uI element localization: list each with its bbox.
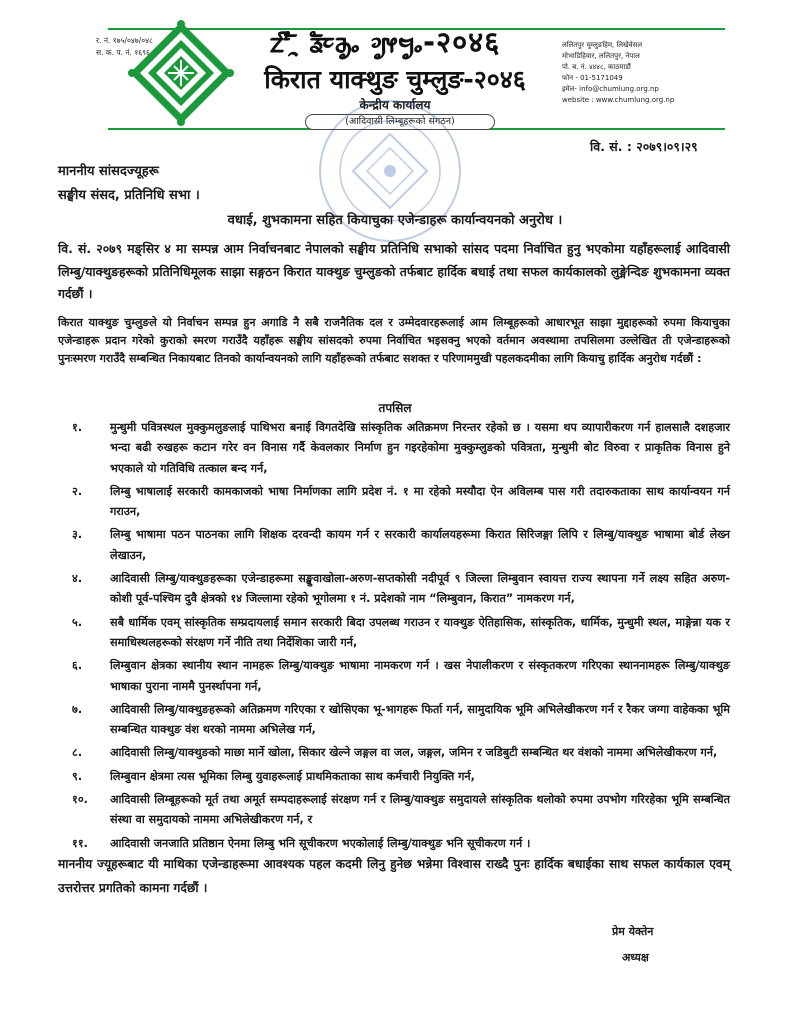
list-item (58, 834, 730, 854)
list-item (58, 418, 730, 479)
agenda-list (58, 418, 730, 854)
list-item (58, 790, 730, 831)
letter-date: वि. सं. : २०७९।०९।२९ (590, 139, 698, 154)
item-number: १०. (72, 793, 88, 807)
item-text: लिम्बुवान क्षेत्रमा त्यस भूमिका लिम्बु युवाहरूलाई प्राथमिकताका साथ कर्मचारी नियुक्ति गर्न, (110, 769, 475, 783)
item-number: ७. (72, 702, 83, 716)
pan-number: स. क. प. नं. १६९६ (96, 48, 150, 57)
recipient-line: माननीय सांसदज्यूहरू (58, 164, 159, 179)
schedule-heading: तपसिल (378, 401, 412, 415)
item-number: ११. (72, 836, 88, 850)
item-number: ६. (72, 659, 83, 673)
item-text: लिम्बु भाषालाई सरकारी कामकाजको भाषा निर्माणका लागि प्रदेश नं. १ मा रहेको मस्यौदा ऐन अविलम्ब पास गरी तदारुकताका साथ कार्यान्वयन गर्न गराउन, (110, 484, 730, 519)
item-number: ४. (72, 572, 83, 586)
item-text: लिम्बुवान क्षेत्रका स्थानीय स्थान नामहरू लिम्बु/याक्थुङ भाषामा नामकरण गर्न । खस नेपालीकरण र संस्कृतकरण गरिएका स्थाननामहरू लिम्बु/याक्थुङ भाषाका पुराना नाममै पुनर्स्थापना गर्न, (110, 659, 730, 693)
website[interactable]: website : www.chumlung.org.np (562, 96, 675, 104)
item-text: मुन्धुमी पवित्रस्थल मुक्कुमलुङलाई पाथिभरा बनाई विगतदेखि सांस्कृतिक अतिक्रमण निरन्तर रहेको छ । यसमा थप व्यापारीकरण गर्न हालसालै दशहजार भन्दा बढी रुखहरू कटान गरेर वन विनास गर्दै केवलकार निर्माण हुन गइरहेकोमा मुक्कुम्लुङको पवित्रता, मुन्धुमी बोट विरुवा र प्राकृतिक विनास हुने भएकाले यो गतिविधि तत्काल बन्द गर्न, (110, 421, 730, 475)
address-line: ललितपुर चुम्लुङहिम, लिखेवेसल (562, 41, 643, 49)
list-item (58, 656, 730, 697)
item-text: आदिवासी लिम्बु/याक्थुङको माछा मार्ने खोला, सिकार खेल्ने जङ्गल वा जल, जङ्गल, जमिन र जडिबुटी सम्बन्धित थर वंशको नाममा अभिलेखीकरण गर्न, (110, 746, 718, 760)
organization-name: किरात याक्थुङ चुम्लुङ-२०४६ (264, 65, 526, 94)
item-number: ५. (72, 615, 83, 629)
recipient-line: सङ्घीय संसद, प्रतिनिधि सभा । (58, 188, 200, 203)
item-text: आदिवासी लिम्बूहरूको मूर्त तथा अमूर्त सम्पदाहरूलाई संरक्षण गर्न र लिम्बु/याक्थुङ समुदायले सांस्कृतिक थलोको रुपमा उपभोग गरिरहेका भूमि सम्बन्धित संस्था वा समुदायको नाममा अभिलेखीकरण गर्न, र (110, 793, 730, 827)
item-text: आदिवासी लिम्बु/याक्थुङहरूको अतिक्रमण गरिएका र खोसिएका भू-भागहरू फिर्ता गर्न, सामुदायिक भूमि अभिलेखीकरण गर्न र रैकर जग्गा वाहेकका भूमि सम्बन्धित याक्थुङ वंश थरको नाममा अभिलेख गर्न, (110, 702, 730, 737)
email[interactable]: इमेल- info@chumlung.org.np (562, 85, 659, 93)
organization-subtitle: (आदिवासी लिम्बूहरूको संगठन) (305, 114, 495, 130)
letter-subject: वधाई, शुभकामना सहित कियाचुका एजेन्डाहरू कार्यान्वयनको अनुरोध । (227, 213, 563, 228)
item-text: आदिवासी जनजाति प्रतिष्ठान ऐनमा लिम्बु भनि सूचीकरण भएकोलाई लिम्बु/याक्थुङ भनि सूचीकरण गर्न । (110, 836, 531, 850)
office-name: केन्द्रीय कार्यालय (359, 98, 431, 112)
request-paragraph: किरात याक्थुङ चुम्लुङले यो निर्वाचन सम्पन्न हुन अगाडि नै सबै राजनैतिक दल र उम्मेदवारहरूलाई आम लिम्बूहरूको आधारभूत साझा मुद्दाहरूको रुपमा कियाचुका एजेन्डाहरू प्रदान गरेको कुराको स्मरण गराउँदै यहाँहरू सङ्घीय सांसदको रुपमा निर्वाचित भइसक्नु भएको वर्तमान अवस्थामा तपसिलमा उल्लेखित ती एजेन्डाहरूको पुनःस्मरण गराउँदै सम्बन्धित निकायबाट तिनको कार्यान्वयनको लागि यहाँहरूको तर्फबाट सशक्त र परिणाममुखी पहलकदमीका लागि कियाचु हार्दिक अनुरोध गर्दछौं : (58, 316, 730, 365)
list-item (58, 613, 730, 654)
phone: फोन - 01-5171049 (562, 74, 623, 82)
contact-block (562, 40, 732, 106)
item-text: सबै धार्मिक एवम् सांस्कृतिक सम्प्रदायलाई समान सरकारी बिदा उपलब्ध गराउन र याक्थुङ ऐतिहासिक, सांस्कृतिक, धार्मिक, मुन्धुमी स्थल, माङ्गेन्ना यक र समाधिस्थलहरूको संरक्षण गर्ने नीति तथा निर्देशिका जारी गर्न, (110, 615, 730, 649)
list-item (58, 525, 730, 566)
signatory-name: प्रेम येक्तेन (612, 925, 654, 938)
organization-logo-icon (126, 18, 236, 128)
closing-paragraph: माननीय ज्यूहरूबाट यी माथिका एजेन्डाहरूमा आवश्यक पहल कदमी लिनु हुनेछ भन्नेमा विश्वास राख्दै पुनः हार्दिक बधाईका साथ सफल कार्यकाल एवम् उत्तरोत्तर प्रगतिको कामना गर्दछौं । (58, 857, 730, 895)
signatory-title: अध्यक्ष (622, 951, 649, 964)
item-number: ३. (72, 528, 83, 542)
item-text: लिम्बु भाषामा पठन पाठनका लागि शिक्षक दरवन्दी कायम गर्न र सरकारी कार्यालयहरूमा किरात सिरिजङ्गा लिपि र लिम्बु/याक्थुङ भाषामा बोर्ड लेख्न लेखाउन, (110, 528, 730, 562)
item-number: ८. (72, 746, 83, 760)
list-item (58, 700, 730, 741)
item-number: २. (72, 484, 83, 498)
limbu-script-title: ᤁᤡᤳᤠ ᤕᤠᤰᤌᤢᤱ ᤆᤢᤶᤗᤢᤱ-२०४६ (270, 25, 501, 59)
list-item (58, 569, 730, 610)
registration-number: र. नं. १७५/०४७/०४८ (96, 36, 153, 45)
list-item (58, 767, 730, 787)
item-number: ९. (72, 769, 83, 783)
congratulation-paragraph: वि. सं. २०७९ मङ्सिर ४ मा सम्पन्न आम निर्वाचनबाट नेपालको सङ्घीय प्रतिनिधि सभाको सांसद पदमा निर्वाचित हुनु भएकोमा यहाँहरूलाई आदिवासी लिम्बु/याक्थुङहरूको प्रतिनिधिमूलक साझा सङ्गठन किरात याक्थुङ चुम्लुङको तर्फबाट हार्दिक बधाई तथा सफल कार्यकालको लुङ्मेन्दिङ शुभकामना व्यक्त गर्दछौं । (58, 241, 730, 301)
item-number: १. (72, 421, 83, 434)
list-item (58, 482, 730, 523)
recipient-block (58, 160, 200, 208)
address-line: मोभाडिहिवार, ललितपुर, नेपाल (562, 52, 640, 60)
list-item (58, 743, 730, 763)
po-box: पो. ब. नं. ४४४८, काठमाडौं (562, 63, 631, 71)
item-text: आदिवासी लिम्बु/याक्थुङहरूका एजेन्डाहरूमा सङ्खुवाखोला-अरुण-सप्तकोसी नदीपूर्व ९ जिल्ला लिम्बुवान स्वायत्त राज्य स्थापना गर्ने लक्ष्य सहित अरुण-कोशी पूर्व-पश्चिम दुवै क्षेत्रको १४ जिल्लामा रहेको भूगोलमा १ नं. प्रदेशको नाम “लिम्बुवान, किरात” नामकरण गर्न, (110, 572, 730, 606)
